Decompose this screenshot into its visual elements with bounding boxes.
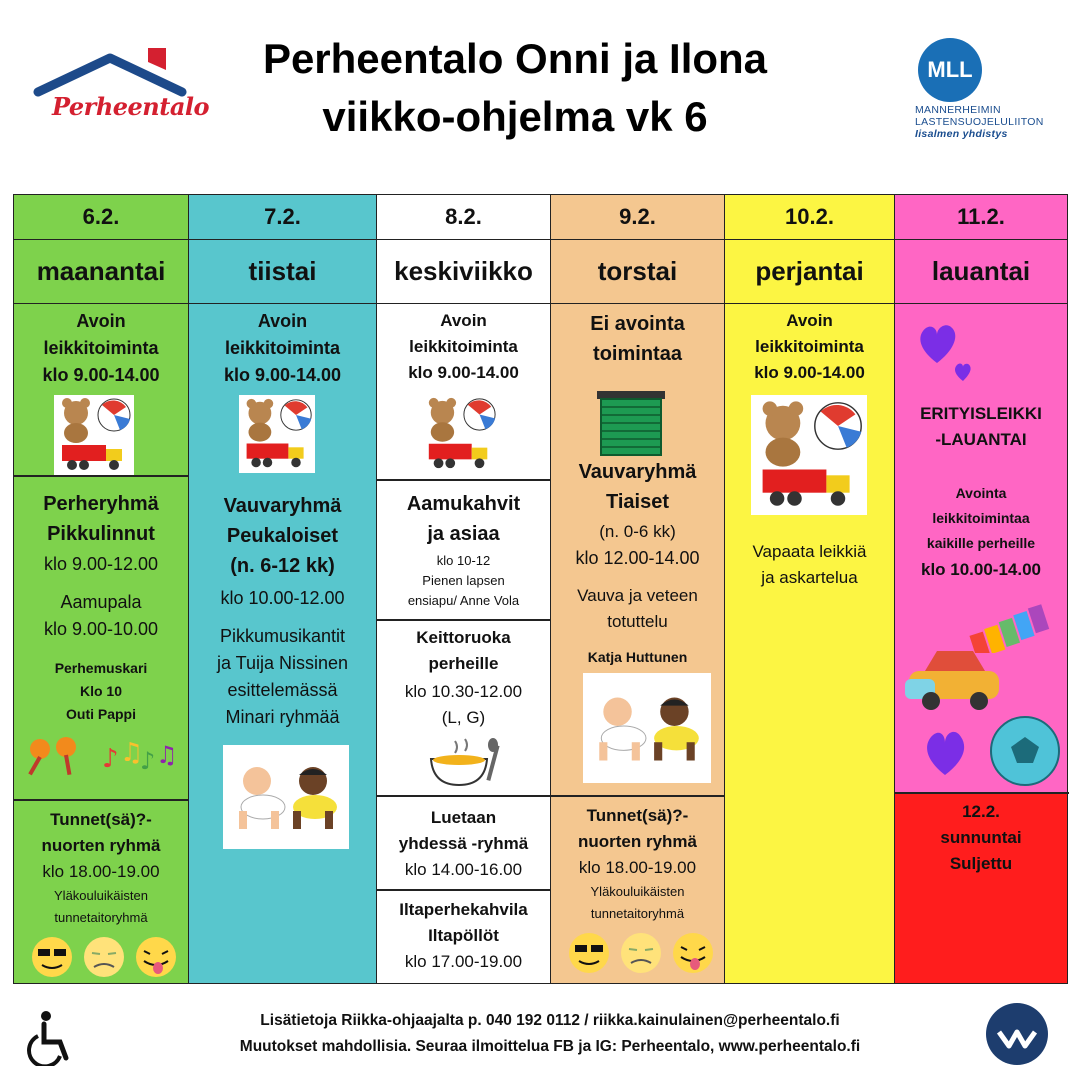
- date-label: 6.2.: [14, 195, 188, 240]
- emoji-faces-icon: [567, 931, 717, 975]
- contact-info: Lisätietoja Riikka-ohjaajalta p. 040 192 0112 / riikka.kainulainen@perheentalo.fi: [260, 1012, 840, 1029]
- soup-bowl-icon: [427, 735, 503, 789]
- toys-icon: [239, 395, 315, 473]
- toys-icon: [751, 395, 867, 515]
- family-group-time: klo 9.00-12.00: [43, 554, 159, 574]
- date-label: 9.2.: [551, 195, 724, 240]
- baby-group-desc: Vauva ja veteen totuttelu: [577, 586, 698, 631]
- morning-coffee-title: Aamukahvit ja asiaa: [406, 493, 521, 545]
- breakfast-info: Aamupala klo 9.00-10.00: [43, 592, 159, 639]
- free-play-desc: Vapaata leikkiä ja askartelua: [752, 542, 867, 587]
- date-label: 11.2.: [895, 195, 1067, 240]
- mll-logo: [905, 38, 1065, 148]
- soup-meal-title: Keittoruoka perheille: [416, 628, 511, 673]
- emoji-faces-icon: [30, 935, 180, 979]
- date-label: 8.2.: [377, 195, 550, 240]
- maracas-music-notes-icon: [22, 735, 182, 781]
- page-title: Perheentalo Onni ja Ilona viikko-ohjelma vk 6: [262, 35, 768, 140]
- column-tuesday: [188, 194, 377, 984]
- evening-cafe-title: Iltaperhekahvila Iltapöllöt: [399, 900, 528, 945]
- wheelchair-accessible-icon: [26, 1010, 76, 1066]
- youth-group-desc: Yläkouluikäisten tunnetaitoryhmä: [54, 888, 148, 925]
- open-play-block: Avoin leikkitoiminta klo 9.00-14.00: [223, 311, 342, 385]
- baby-group-title: Vauvaryhmä Peukaloiset (n. 6-12 kk): [223, 495, 342, 577]
- evening-cafe-time: klo 17.00-19.00: [404, 952, 523, 971]
- family-music-info: Perhemuskari Klo 10 Outi Pappi: [54, 660, 148, 722]
- special-play-desc: Avointa leikkitoimintaa kaikille perheille: [926, 485, 1036, 551]
- date-label: 10.2.: [725, 195, 894, 240]
- svg-text:♫: ♫: [120, 738, 144, 768]
- changes-notice: Muutokset mahdollisia. Seuraa ilmoittelua FB ja IG: Perheentalo, www.perheentalo.fi: [239, 1038, 861, 1055]
- day-label: keskiviikko: [377, 239, 550, 304]
- open-play-block: Avoin leikkitoiminta klo 9.00-14.00: [754, 311, 865, 382]
- open-play-block: Avoin leikkitoiminta klo 9.00-14.00: [42, 311, 160, 385]
- youth-group-title: Tunnet(sä)?- nuorten ryhmä: [577, 806, 698, 851]
- reading-group-title: Luetaan yhdessä -ryhmä: [398, 808, 529, 853]
- svg-text:♪: ♪: [102, 744, 119, 774]
- youth-group-title: Tunnet(sä)?- nuorten ryhmä: [41, 810, 161, 855]
- soup-meal-time: klo 10.30-12.00: [404, 682, 523, 701]
- column-monday: [13, 194, 189, 984]
- special-play-title: ERITYISLEIKKI -LAUANTAI: [920, 404, 1042, 449]
- baby-group-time: klo 12.00-14.00: [575, 548, 700, 568]
- closed-notice: Ei avointa toimintaa: [590, 313, 685, 365]
- toys-icon: [54, 395, 134, 475]
- baby-group-time: klo 10.00-12.00: [220, 588, 345, 608]
- reading-group-time: klo 14.00-16.00: [404, 860, 523, 879]
- toys-icon: [421, 395, 499, 473]
- babies-crawling-icon: [583, 673, 711, 783]
- column-thursday: [550, 194, 725, 984]
- youth-group-time: klo 18.00-19.00: [578, 858, 697, 877]
- soup-meal-note: (L, G): [441, 708, 486, 727]
- column-wednesday: [376, 194, 551, 984]
- day-label: maanantai: [14, 239, 188, 304]
- baby-group-age: (n. 0-6 kk): [599, 522, 676, 541]
- svg-text:♪: ♪: [140, 747, 156, 775]
- sunday-notice: 12.2. sunnuntai Suljettu: [940, 802, 1022, 873]
- mll-abbr: MLL: [918, 38, 982, 102]
- baby-group-title: Vauvaryhmä Tiaiset: [578, 461, 697, 513]
- special-play-time: klo 10.00-14.00: [920, 560, 1042, 579]
- logo-text: Perheentalo: [52, 92, 210, 121]
- perheentalo-logo: [30, 40, 210, 140]
- hearts-icon: [917, 315, 977, 385]
- mll-org-name: MANNERHEIMIN LASTENSUOJELULIITON Iisalmen yhdistys: [915, 104, 1044, 140]
- week-schedule: [13, 194, 1080, 984]
- open-play-block: Avoin leikkitoiminta klo 9.00-14.00: [408, 311, 519, 382]
- sunday-closed-box: [895, 793, 1067, 983]
- column-friday: [724, 194, 895, 984]
- family-group-title: Perheryhmä Pikkulinnut: [43, 493, 159, 545]
- morning-coffee-desc: klo 10-12 Pienen lapsen ensiapu/ Anne Vola: [407, 553, 520, 608]
- day-label: torstai: [551, 239, 724, 304]
- supporter-seal-icon: [985, 1002, 1049, 1066]
- baby-group-host: Katja Huttunen: [587, 649, 688, 665]
- youth-group-time: klo 18.00-19.00: [42, 862, 160, 881]
- date-label: 7.2.: [189, 195, 376, 240]
- babies-crawling-icon: [223, 745, 349, 849]
- footer-info: [140, 1008, 960, 1060]
- svg-text:♫: ♫: [156, 741, 178, 769]
- baby-group-desc: Pikkumusikantit ja Tuija Nissinen esittelemässä Minari ryhmää: [216, 626, 349, 727]
- youth-group-desc: Yläkouluikäisten tunnetaitoryhmä: [590, 884, 685, 921]
- header: [0, 0, 1080, 190]
- closed-shutter-icon: [595, 389, 667, 457]
- column-saturday: [894, 194, 1068, 984]
- heart-and-ball-icon: [921, 715, 1063, 789]
- day-label: tiistai: [189, 239, 376, 304]
- day-label: perjantai: [725, 239, 894, 304]
- day-label: lauantai: [895, 239, 1067, 304]
- toy-car-icon: [903, 641, 1003, 711]
